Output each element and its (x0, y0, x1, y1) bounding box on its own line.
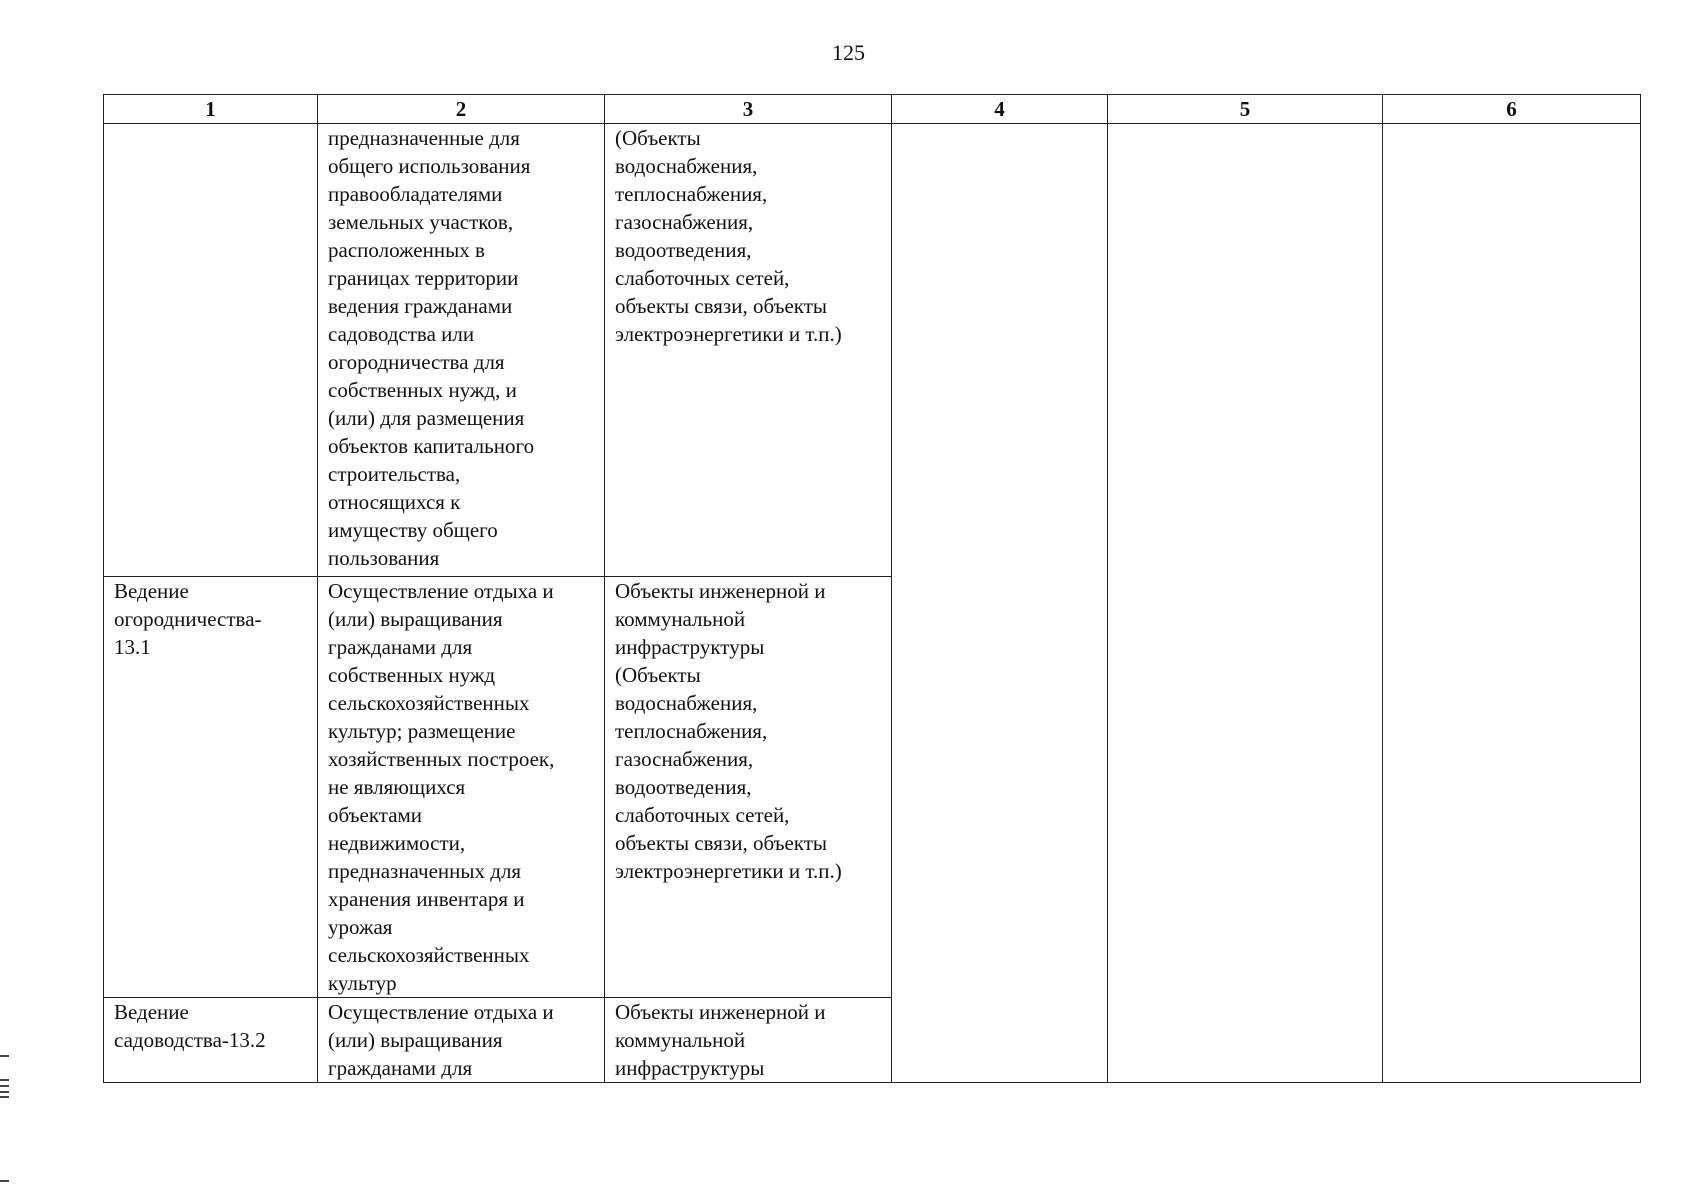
header-col-4: 4 (892, 95, 1108, 124)
header-col-5: 5 (1108, 95, 1383, 124)
cell-text: Осуществление отдыха и (или) выращивания гражданами для (328, 1000, 554, 1080)
page-number: 125 (832, 40, 865, 65)
cell-col-6 (1383, 124, 1641, 1083)
header-col-6: 6 (1383, 95, 1641, 124)
cell-col-5 (1108, 124, 1383, 1083)
cell-land-use-description (318, 998, 605, 1083)
cell-permitted-objects: (Объекты водоснабжения, теплоснабжения, газоснабжения, водоотведения, слаботочных сетей, объекты связи, объекты электроэнергетики и т.п.) (605, 124, 892, 577)
cell-land-use-name (104, 998, 318, 1083)
header-col-1: 1 (104, 95, 318, 124)
header-col-3: 3 (605, 95, 892, 124)
scan-edge-marks (0, 1055, 10, 1185)
cell-land-use-name: Ведение огородничества- 13.1 (104, 577, 318, 998)
land-use-table (103, 94, 1641, 1083)
cell-land-use-description: Осуществление отдыха и (или) выращивания гражданами для собственных нужд сельскохозяйственных культур; размещение хозяйственных построек, не являющихся объектами недвижимости, предназначенных для хранения инвентаря и урожая сельскохозяйственных культур (318, 577, 605, 998)
cell-permitted-objects (605, 998, 892, 1083)
cell-land-use-name (104, 124, 318, 577)
header-col-2: 2 (318, 95, 605, 124)
table-header-row (104, 95, 1641, 124)
cell-land-use-description: предназначенные для общего использования правообладателями земельных участков, расположенных в границах территории ведения гражданами садоводства или огородничества для собственных нужд, и (или) для размещения объектов капитального строительства, относящихся к имуществу общего пользования (318, 124, 605, 577)
cell-text: Объекты инженерной и коммунальной инфраструктуры (615, 1000, 826, 1080)
cell-col-4 (892, 124, 1108, 1083)
table-row (104, 124, 1641, 577)
cell-permitted-objects: Объекты инженерной и коммунальной инфраструктуры (Объекты водоснабжения, теплоснабжения, газоснабжения, водоотведения, слаботочных сетей, объекты связи, объекты электроэнергетики и т.п.) (605, 577, 892, 998)
cell-text: Ведение садоводства-13.2 (114, 1000, 266, 1052)
